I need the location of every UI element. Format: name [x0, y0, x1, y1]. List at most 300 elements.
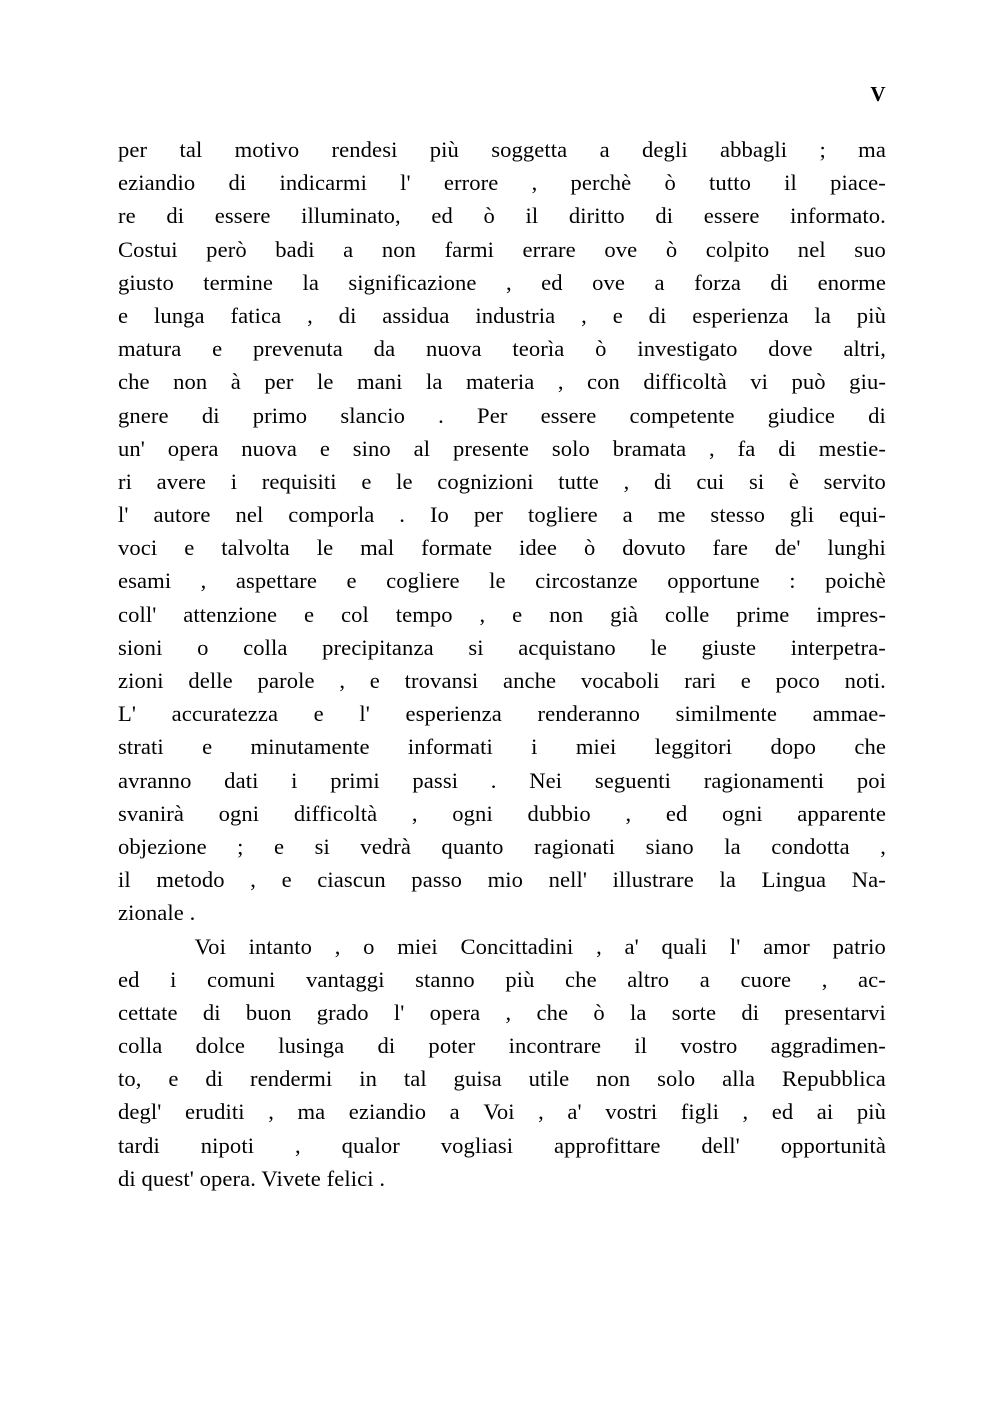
text-line — [118, 1129, 886, 1162]
word: ed — [771, 1099, 794, 1125]
word: , — [479, 601, 486, 627]
word: ed — [665, 800, 688, 826]
word: di — [201, 402, 220, 428]
word: acquistano — [518, 634, 616, 660]
word: o — [363, 933, 375, 959]
word: ma — [858, 137, 886, 162]
word: investigato — [637, 336, 738, 362]
word: ; — [819, 137, 826, 162]
word: esami — [118, 568, 172, 594]
word: fa — [737, 435, 756, 461]
word: che — [536, 999, 569, 1025]
word: errore — [443, 170, 499, 196]
text-line — [118, 1062, 886, 1095]
word: , — [505, 999, 512, 1025]
word: e — [313, 701, 324, 727]
word: ove — [592, 269, 626, 295]
text-line — [118, 730, 886, 763]
word: competente — [629, 402, 735, 428]
word: ò — [583, 535, 596, 561]
word: anche — [502, 668, 557, 693]
word: suo — [854, 236, 886, 262]
word: intanto — [248, 933, 313, 959]
word: di — [778, 435, 796, 461]
word: delle — [188, 668, 233, 693]
word: e — [369, 668, 380, 693]
word: vocaboli — [580, 668, 660, 693]
word: la — [814, 302, 831, 328]
text-line — [118, 996, 886, 1029]
word: comporla — [288, 502, 375, 528]
word: o — [197, 634, 209, 660]
word: tardi — [118, 1132, 160, 1158]
word: passo — [411, 867, 463, 893]
word: , — [200, 568, 207, 594]
word: gli — [789, 502, 815, 528]
word: attenzione — [183, 601, 278, 627]
word: Voi — [483, 1099, 515, 1125]
word: degli — [642, 137, 688, 162]
word: le — [650, 634, 667, 660]
text-line: di quest' opera. Vivete felici . — [118, 1165, 386, 1191]
word: errare — [522, 236, 576, 262]
word: ed — [118, 966, 140, 992]
word: Concittadini — [460, 933, 574, 959]
word: tempo — [395, 601, 453, 627]
word: che — [118, 369, 150, 395]
word: a — [599, 137, 610, 162]
word: teorìa — [512, 336, 565, 362]
word: Lingua — [761, 867, 827, 893]
word: ciascun — [317, 867, 386, 893]
word: la — [719, 867, 736, 893]
word: svanirà — [118, 800, 184, 826]
word: , — [596, 933, 602, 959]
word: buon — [245, 999, 292, 1025]
paragraph — [118, 930, 886, 1196]
text-line — [118, 598, 886, 631]
word: idee — [519, 535, 558, 561]
word: , — [821, 966, 828, 992]
text-line: zionale . — [118, 900, 196, 926]
word: objezione — [118, 833, 207, 859]
word: e — [512, 601, 523, 627]
text-line — [118, 697, 886, 730]
word: soggetta — [491, 137, 568, 162]
word: poi — [856, 767, 886, 793]
word: bramata — [612, 435, 687, 461]
word: presente — [452, 435, 530, 461]
word: farmi — [444, 236, 494, 262]
word: essere — [540, 402, 597, 428]
word: informato. — [790, 203, 886, 229]
word: a — [449, 1099, 460, 1125]
word: di — [655, 203, 674, 229]
word: miei — [575, 734, 617, 760]
word: al — [413, 435, 431, 461]
word: sorte — [671, 999, 717, 1025]
word: più — [429, 137, 459, 162]
word: sino — [352, 435, 391, 461]
word: vostro — [680, 1033, 738, 1059]
word: opera — [167, 435, 219, 461]
word: giu- — [849, 369, 886, 395]
word: vantaggi — [305, 966, 385, 992]
word: di — [205, 1066, 224, 1092]
word: Voi — [194, 933, 226, 959]
word: slancio — [340, 402, 406, 428]
word: nel — [797, 236, 826, 262]
word: indicarmi — [279, 170, 367, 196]
word: opportune — [667, 568, 760, 594]
word: che — [565, 966, 597, 992]
word: vostri — [605, 1099, 658, 1125]
word: già — [610, 601, 639, 627]
text-line — [118, 1095, 886, 1128]
word: e — [281, 867, 292, 893]
word: ò — [483, 203, 495, 229]
word: utile — [528, 1066, 570, 1092]
word: di — [770, 269, 789, 295]
word: metodo — [156, 867, 225, 893]
text-line — [118, 797, 886, 830]
word: rari — [684, 668, 716, 693]
text-line — [118, 564, 886, 597]
text-line — [118, 432, 886, 465]
word: poter — [428, 1033, 476, 1059]
word: accuratezza — [171, 701, 279, 727]
word: illuminato, — [301, 203, 401, 229]
word: badi — [275, 236, 315, 262]
text-line — [118, 166, 886, 199]
word: a — [654, 269, 665, 295]
word: e — [184, 535, 195, 561]
word: fare — [712, 535, 749, 561]
word: : — [789, 568, 796, 594]
word: di — [653, 468, 672, 494]
word: ò — [593, 999, 605, 1025]
word: la — [724, 833, 741, 859]
word: l' — [400, 170, 411, 196]
word: solo — [657, 1066, 696, 1092]
word: fatica — [230, 302, 282, 328]
body-text-block — [118, 133, 886, 1195]
word: e — [212, 336, 223, 362]
word: , — [250, 867, 257, 893]
word: è — [788, 468, 800, 494]
word: non — [381, 236, 417, 262]
word: la — [302, 269, 319, 295]
word: col — [340, 601, 369, 627]
word: più — [856, 1099, 886, 1125]
word: perchè — [570, 170, 632, 196]
word: , — [581, 302, 587, 328]
word: vogliasi — [440, 1132, 514, 1158]
word: di — [202, 999, 221, 1025]
word: ò — [665, 236, 678, 262]
word: parole — [257, 668, 315, 693]
word: assidua — [382, 302, 450, 328]
word: si — [314, 833, 330, 859]
text-line — [118, 233, 886, 266]
word: giudice — [767, 402, 835, 428]
text-line — [118, 266, 886, 299]
word: vedrà — [360, 833, 411, 859]
word: interpetra- — [790, 634, 886, 660]
word: tal — [403, 1066, 427, 1092]
word: a' — [624, 933, 639, 959]
word: si — [748, 468, 765, 494]
word: passi — [412, 767, 459, 793]
word: Io — [429, 502, 449, 528]
word: equi- — [838, 502, 886, 528]
word: dubbio — [527, 800, 591, 826]
word: i — [531, 734, 538, 760]
word: sioni — [118, 634, 163, 660]
word: lusinga — [278, 1033, 345, 1059]
word: dati — [224, 767, 259, 793]
word: e — [118, 302, 129, 328]
word: amor — [763, 933, 810, 959]
word: , — [625, 800, 632, 826]
word: condotta — [771, 833, 850, 859]
word: quanto — [441, 833, 504, 859]
word: in — [359, 1066, 377, 1092]
text-line — [118, 199, 886, 232]
word: guisa — [453, 1066, 502, 1092]
word: noti. — [844, 668, 886, 693]
word: autore — [153, 502, 211, 528]
word: con — [587, 369, 620, 395]
word: a — [699, 966, 710, 992]
word: dove — [768, 336, 813, 362]
word: leggitori — [654, 734, 733, 760]
word: grado — [316, 999, 369, 1025]
word: piace- — [830, 170, 886, 196]
word: la — [630, 999, 647, 1025]
word: re — [118, 203, 136, 229]
word: de' — [774, 535, 801, 561]
word: e — [740, 668, 751, 693]
word: significazione — [348, 269, 477, 295]
word: miei — [397, 933, 438, 959]
word: incontrare — [508, 1033, 602, 1059]
word: ed — [431, 203, 453, 229]
word: , — [880, 833, 886, 859]
word: che — [854, 734, 886, 760]
word: eziandio — [348, 1099, 427, 1125]
word: esperienza — [692, 302, 789, 328]
word: formate — [421, 535, 493, 561]
text-line — [118, 133, 886, 166]
word: il — [525, 203, 539, 229]
word: apparente — [797, 800, 886, 826]
word: aggradimen- — [770, 1033, 886, 1059]
word: mio — [487, 867, 524, 893]
paragraph — [118, 133, 886, 930]
word: informati — [407, 734, 493, 760]
word: similmente — [675, 701, 778, 727]
word: gnere — [118, 402, 169, 428]
word: prime — [736, 601, 790, 627]
word: poco — [775, 668, 820, 693]
word: i — [291, 767, 298, 793]
word: e — [319, 435, 330, 461]
word: e — [168, 1066, 179, 1092]
word: di — [377, 1033, 396, 1059]
word: cuore — [740, 966, 792, 992]
word: , — [623, 468, 630, 494]
word: Repubblica — [781, 1066, 886, 1092]
word: per — [473, 502, 504, 528]
word: Per — [477, 402, 508, 428]
word: può — [791, 369, 826, 395]
word: , — [334, 933, 341, 959]
text-line — [118, 631, 886, 664]
word: cui — [696, 468, 725, 494]
word: , — [742, 1099, 749, 1125]
word: figli — [680, 1099, 719, 1125]
word: primo — [252, 402, 308, 428]
word: , — [505, 269, 512, 295]
word: abbagli — [719, 137, 788, 162]
word: esperienza — [405, 701, 502, 727]
word: nuova — [241, 435, 297, 461]
word: i — [230, 468, 238, 494]
word: dopo — [770, 734, 817, 760]
word: stanno — [415, 966, 475, 992]
word: e — [361, 468, 372, 494]
word: di — [338, 302, 357, 328]
text-line — [118, 465, 886, 498]
word: dolce — [195, 1033, 246, 1059]
word: requisiti — [261, 468, 337, 494]
word: più — [856, 302, 886, 328]
word: a — [343, 236, 354, 262]
word: per — [118, 137, 148, 162]
word: mestie- — [818, 435, 886, 461]
text-line — [118, 863, 886, 896]
word: tutto — [709, 170, 751, 196]
word: si — [468, 634, 484, 660]
word: , — [294, 1132, 301, 1158]
word: i — [170, 966, 177, 992]
word: enorme — [817, 269, 886, 295]
word: solo — [551, 435, 590, 461]
word: ò — [595, 336, 607, 362]
word: , — [307, 302, 313, 328]
word: non — [549, 601, 584, 627]
word: l' — [393, 999, 405, 1025]
word: essere — [703, 203, 760, 229]
word: , — [339, 668, 346, 693]
word: nipoti — [200, 1132, 255, 1158]
word: nuova — [425, 336, 482, 362]
word: Costui — [118, 236, 178, 262]
paragraph-indent — [118, 930, 172, 963]
word: per — [264, 369, 294, 395]
word: colla — [118, 1033, 163, 1059]
word: colle — [664, 601, 710, 627]
word: colla — [243, 634, 288, 660]
word: prevenuta — [252, 336, 343, 362]
word: rendermi — [249, 1066, 333, 1092]
word: un' — [118, 435, 145, 461]
word: ragionati — [533, 833, 616, 859]
word: à — [230, 369, 241, 395]
word: mal — [360, 535, 395, 561]
word: il — [784, 170, 797, 196]
word: alla — [722, 1066, 756, 1092]
word: a — [622, 502, 633, 528]
word: motivo — [234, 137, 300, 162]
word: stesso — [710, 502, 766, 528]
word: le — [316, 369, 334, 395]
word: lunghi — [827, 535, 886, 561]
word: degl' — [118, 1099, 162, 1125]
word: da — [373, 336, 396, 362]
word: minutamente — [250, 734, 370, 760]
word: , — [709, 435, 715, 461]
word: industria — [475, 302, 556, 328]
word: avranno — [118, 767, 192, 793]
text-line — [118, 365, 886, 398]
word: talvolta — [221, 535, 290, 561]
text-line — [118, 664, 886, 697]
word: ogni — [218, 800, 260, 826]
word: giusto — [118, 269, 174, 295]
word: ai — [816, 1099, 834, 1125]
word: quali — [661, 933, 708, 959]
word: poichè — [825, 568, 886, 594]
word: le — [316, 535, 334, 561]
word: e — [274, 833, 285, 859]
word: precipitanza — [322, 634, 434, 660]
word: illustrare — [612, 867, 694, 893]
word: ed — [541, 269, 563, 295]
word: la — [425, 369, 443, 395]
word: L' — [118, 701, 137, 727]
word: ac- — [858, 966, 886, 992]
word: opera — [429, 999, 481, 1025]
word: non — [596, 1066, 631, 1092]
word: , — [411, 800, 418, 826]
word: aspettare — [235, 568, 318, 594]
word: , — [538, 1099, 544, 1125]
word: però — [206, 236, 247, 262]
word: vi — [750, 369, 769, 395]
word: . — [490, 767, 497, 793]
word: difficoltà — [293, 800, 378, 826]
word: ri — [118, 468, 133, 494]
word: patrio — [832, 933, 886, 959]
word: e — [346, 568, 357, 594]
word: forza — [694, 269, 741, 295]
word: di — [868, 402, 886, 428]
word: approfittare — [553, 1132, 661, 1158]
text-line — [118, 930, 886, 963]
word: comuni — [207, 966, 276, 992]
word: mani — [356, 369, 403, 395]
word: ove — [604, 236, 638, 262]
word: seguenti — [594, 767, 671, 793]
word: dell' — [701, 1132, 740, 1158]
word: e — [202, 734, 213, 760]
word: nell' — [548, 867, 588, 893]
word: di — [166, 203, 185, 229]
word: tutte — [558, 468, 599, 494]
word: strati — [118, 734, 164, 760]
